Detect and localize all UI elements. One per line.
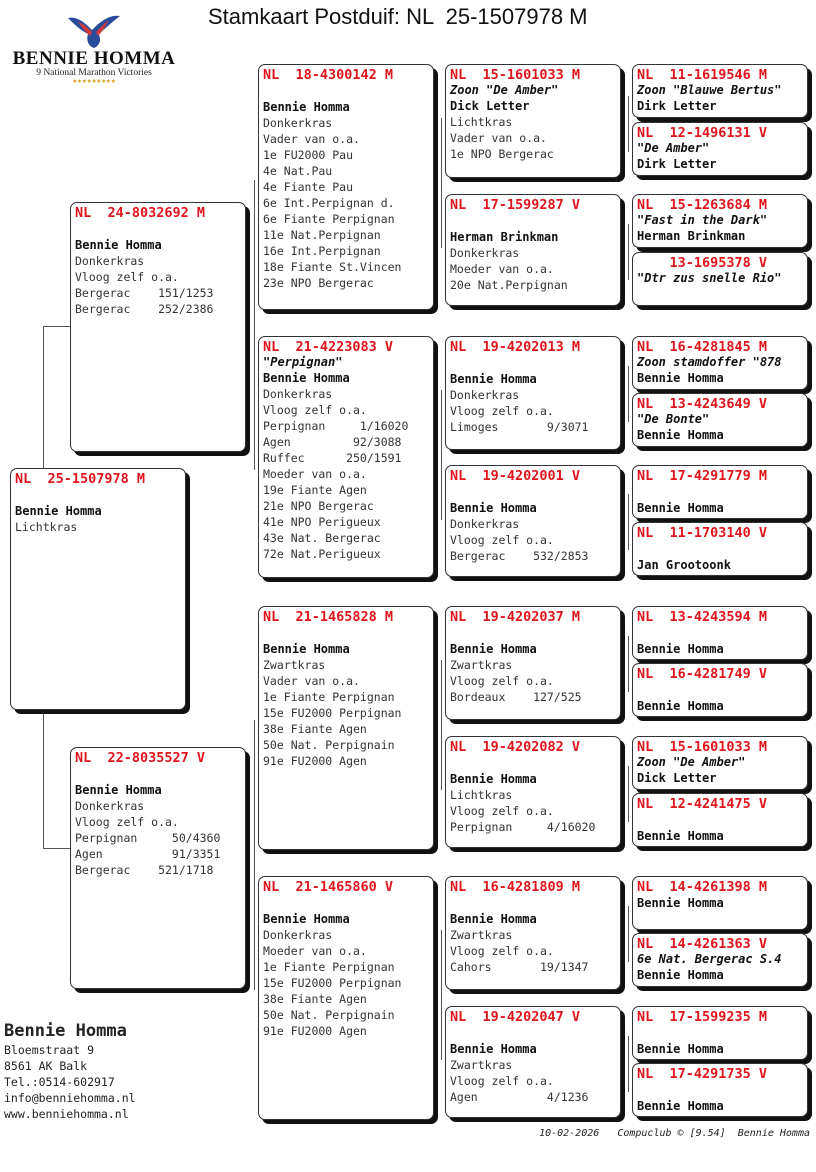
connector xyxy=(628,494,629,550)
pedigree-card-dam[interactable] xyxy=(70,747,246,989)
pigeon-detail: Vloog zelf o.a. xyxy=(450,674,554,688)
ring-number: NL 13-4243649 V xyxy=(637,396,768,412)
owner-info xyxy=(4,1020,136,1122)
logo-subtitle: 9 National Marathon Victories xyxy=(36,68,152,78)
spacer xyxy=(637,812,803,828)
connector xyxy=(628,366,629,422)
pigeon-nickname: Zoon "De Amber" xyxy=(450,83,559,97)
connector xyxy=(441,660,442,790)
pigeon-detail: Vloog zelf o.a. xyxy=(450,533,554,547)
pedigree-card-gggp[interactable] xyxy=(632,1063,808,1117)
pedigree-card-gggp[interactable] xyxy=(632,522,808,576)
owner-name: Bennie Homma xyxy=(4,1021,127,1041)
connector xyxy=(43,326,71,327)
pigeon-detail: 6e Fiante Perpignan xyxy=(263,212,395,226)
connector xyxy=(628,224,629,280)
pigeon-detail: 50e Nat. Perpignain xyxy=(263,738,395,752)
pigeon-detail: Lichtkras xyxy=(15,520,78,534)
breeder-name: Herman Brinkman xyxy=(450,230,559,244)
ring-number: NL 13-4243594 M xyxy=(637,609,768,625)
ring-number: NL 21-1465860 V xyxy=(263,879,394,895)
pedigree-card-gggp[interactable] xyxy=(632,793,808,847)
pigeon-detail: 91e FU2000 Agen xyxy=(263,754,367,768)
breeder-name: Dirk Letter xyxy=(637,99,717,113)
pigeon-detail: Donkerkras xyxy=(75,799,145,813)
footer-credits: 10-02-2026 Compuclub © [9.54] Bennie Homma xyxy=(539,1128,810,1139)
pigeon-detail: Vloog zelf o.a. xyxy=(450,404,554,418)
connector xyxy=(628,636,629,692)
pedigree-card-pigeon[interactable] xyxy=(10,468,186,710)
pigeon-detail: 6e Int.Perpignan d. xyxy=(263,196,395,210)
pedigree-card-gggp[interactable] xyxy=(632,736,808,790)
connector xyxy=(441,390,442,520)
breeder-name: Bennie Homma xyxy=(637,642,724,656)
pedigree-card-gggp[interactable] xyxy=(632,122,808,176)
pigeon-detail: 11e Nat.Perpignan xyxy=(263,228,381,242)
owner-city: 8561 AK Balk xyxy=(4,1059,88,1073)
pigeon-detail: 1e Fiante Perpignan xyxy=(263,690,395,704)
breeder-name: Bennie Homma xyxy=(15,504,102,518)
connector xyxy=(441,118,442,248)
pigeon-nickname: "De Amber" xyxy=(637,141,710,155)
pigeon-detail: Vader van o.a. xyxy=(263,674,360,688)
breeder-name: Bennie Homma xyxy=(450,642,537,656)
ring-number: NL 15-1601033 M xyxy=(637,739,768,755)
breeder-name: Bennie Homma xyxy=(637,501,724,515)
pigeon-detail: 72e Nat.Perigueux xyxy=(263,547,381,561)
pedigree-card-ggp[interactable] xyxy=(445,64,621,178)
pigeon-detail: 38e Fiante Agen xyxy=(263,992,367,1006)
pedigree-card-ggp[interactable] xyxy=(445,876,621,990)
ring-number: NL 16-4281749 V xyxy=(637,666,768,682)
pigeon-detail: Donkerkras xyxy=(263,116,333,130)
logo-brand: BENNIE HOMMA xyxy=(12,48,176,69)
pigeon-detail: Donkerkras xyxy=(75,254,145,268)
breeder-name: Bennie Homma xyxy=(637,896,724,910)
pigeon-detail: 21e NPO Bergerac xyxy=(263,499,374,513)
breeder-name: Bennie Homma xyxy=(450,912,537,926)
pigeon-detail: Moeder van o.a. xyxy=(263,944,367,958)
breeder-name: Bennie Homma xyxy=(450,372,537,386)
spacer xyxy=(450,1025,616,1041)
breeder-name: Bennie Homma xyxy=(637,1099,724,1113)
pedigree-card-ggp[interactable] xyxy=(445,606,621,720)
pigeon-detail: Zwartkras xyxy=(450,928,513,942)
pigeon-detail: 43e Nat. Bergerac xyxy=(263,531,381,545)
pigeon-detail: 20e Nat.Perpignan xyxy=(450,278,568,292)
ring-number: NL 17-4291779 M xyxy=(637,468,768,484)
breeder-name: Bennie Homma xyxy=(263,912,350,926)
pigeon-detail: Agen 4/1236 xyxy=(450,1090,589,1104)
ring-number: NL 12-1496131 V xyxy=(637,125,768,141)
spacer xyxy=(637,541,803,557)
pigeon-detail: 15e FU2000 Perpignan xyxy=(263,976,402,990)
pigeon-detail: Agen 92/3088 xyxy=(263,435,402,449)
ring-number: NL 15-1601033 M xyxy=(450,67,581,83)
pedigree-card-gggp[interactable] xyxy=(632,1006,808,1060)
connector xyxy=(441,930,442,1060)
logo xyxy=(6,12,182,85)
ring-number: NL 19-4202047 V xyxy=(450,1009,581,1025)
ring-number: NL 14-4261363 V xyxy=(637,936,768,952)
pigeon-nickname: "Fast in the Dark" xyxy=(637,213,768,227)
spacer xyxy=(637,1025,803,1041)
pigeon-detail: Perpignan 50/4360 xyxy=(75,831,221,845)
pigeon-detail: Bordeaux 127/525 xyxy=(450,690,582,704)
pigeon-detail: Donkerkras xyxy=(450,246,520,260)
spacer xyxy=(637,1082,803,1098)
page-title: Stamkaart Postduif: NL 25-1507978 M xyxy=(208,4,588,29)
pigeon-detail: Bergerac 532/2853 xyxy=(450,549,589,563)
pigeon-detail: 1e FU2000 Pau xyxy=(263,148,354,162)
pigeon-detail: 23e NPO Bergerac xyxy=(263,276,374,290)
breeder-name: Dick Letter xyxy=(450,99,530,113)
pigeon-detail: 1e NPO Bergerac xyxy=(450,147,554,161)
breeder-name: Jan Grootoonk xyxy=(637,558,731,572)
ring-number: NL 11-1619546 M xyxy=(637,67,768,83)
spacer xyxy=(263,625,429,641)
ring-number: NL 19-4202082 V xyxy=(450,739,581,755)
pigeon-detail: Ruffec 250/1591 xyxy=(263,451,402,465)
spacer xyxy=(450,213,616,229)
pigeon-nickname: 6e Nat. Bergerac S.4 xyxy=(637,952,782,966)
pigeon-detail: Lichtkras xyxy=(450,788,513,802)
ring-number: NL 21-1465828 M xyxy=(263,609,394,625)
connector xyxy=(254,720,255,990)
ring-number: NL 15-1263684 M xyxy=(637,197,768,213)
connector xyxy=(254,180,255,470)
pigeon-nickname: "De Bonte" xyxy=(637,412,710,426)
pigeon-detail: Vader van o.a. xyxy=(450,131,547,145)
breeder-name: Herman Brinkman xyxy=(637,229,746,243)
ring-number: NL 19-4202001 V xyxy=(450,468,581,484)
ring-number: NL 11-1703140 V xyxy=(637,525,768,541)
pigeon-detail: Zwartkras xyxy=(450,658,513,672)
spacer xyxy=(15,487,181,503)
pedigree-card-gggp[interactable] xyxy=(632,663,808,717)
pigeon-detail: 1e Fiante Perpignan xyxy=(263,960,395,974)
pigeon-detail: Zwartkras xyxy=(263,658,326,672)
spacer xyxy=(75,766,241,782)
owner-phone: Tel.:0514-602917 xyxy=(4,1075,115,1089)
breeder-name: Bennie Homma xyxy=(637,1042,724,1056)
connector xyxy=(628,906,629,962)
ring-number: NL 21-4223083 V xyxy=(263,339,394,355)
pigeon-detail: Cahors 19/1347 xyxy=(450,960,589,974)
pedigree-card-gggp[interactable] xyxy=(632,393,808,447)
pedigree-card-gggp[interactable] xyxy=(632,876,808,930)
spacer xyxy=(75,221,241,237)
pigeon-detail: 15e FU2000 Perpignan xyxy=(263,706,402,720)
pedigree-card-sire-dam[interactable] xyxy=(258,336,434,578)
ring-number: NL 16-4281845 M xyxy=(637,339,768,355)
breeder-name: Bennie Homma xyxy=(75,238,162,252)
pigeon-detail: Donkerkras xyxy=(450,517,520,531)
connector xyxy=(43,848,71,849)
pigeon-logo-icon xyxy=(64,12,124,50)
pigeon-detail: Moeder van o.a. xyxy=(450,262,554,276)
pigeon-detail: Zwartkras xyxy=(450,1058,513,1072)
pedigree-card-ggp[interactable] xyxy=(445,1006,621,1118)
breeder-name: Bennie Homma xyxy=(263,371,350,385)
pigeon-detail: 38e Fiante Agen xyxy=(263,722,367,736)
pigeon-detail: Lichtkras xyxy=(450,115,513,129)
pigeon-detail: Perpignan 1/16020 xyxy=(263,419,409,433)
breeder-name: Bennie Homma xyxy=(263,100,350,114)
pedigree-card-gggp[interactable] xyxy=(632,606,808,660)
pedigree-card-dam-sire[interactable] xyxy=(258,606,434,850)
pigeon-detail: Moeder van o.a. xyxy=(263,467,367,481)
pigeon-detail: Vloog zelf o.a. xyxy=(75,815,179,829)
pedigree-card-gggp[interactable] xyxy=(632,336,808,390)
spacer xyxy=(637,484,803,500)
ring-number: 13-1695378 V xyxy=(637,255,768,271)
breeder-name: Bennie Homma xyxy=(450,1042,537,1056)
spacer xyxy=(263,83,429,99)
pigeon-detail: Bergerac 521/1718 xyxy=(75,863,214,877)
spacer xyxy=(450,625,616,641)
pigeon-nickname: Zoon stamdoffer "878 xyxy=(637,355,782,369)
pedigree-card-ggp[interactable] xyxy=(445,336,621,450)
pedigree-card-gggp[interactable] xyxy=(632,194,808,248)
spacer xyxy=(637,625,803,641)
owner-street: Bloemstraat 9 xyxy=(4,1043,95,1057)
ring-number: NL 19-4202037 M xyxy=(450,609,581,625)
breeder-name: Bennie Homma xyxy=(450,772,537,786)
pigeon-detail: 19e Fiante Agen xyxy=(263,483,367,497)
pigeon-detail: Vloog zelf o.a. xyxy=(263,403,367,417)
pigeon-detail: Vloog zelf o.a. xyxy=(75,270,179,284)
ring-number: NL 25-1507978 M xyxy=(15,471,146,487)
breeder-name: Bennie Homma xyxy=(450,501,537,515)
ring-number: NL 24-8032692 M xyxy=(75,205,206,221)
pigeon-detail: Vloog zelf o.a. xyxy=(450,944,554,958)
pedigree-card-gggp[interactable] xyxy=(632,465,808,519)
pedigree-card-sire[interactable] xyxy=(70,202,246,452)
pigeon-detail: Bergerac 151/1253 xyxy=(75,286,214,300)
logo-stars: ★★★★★★★★★ xyxy=(72,76,116,85)
breeder-name: Dirk Letter xyxy=(637,157,717,171)
spacer xyxy=(450,484,616,500)
pigeon-detail: Agen 91/3351 xyxy=(75,847,221,861)
ring-number: NL 22-8035527 V xyxy=(75,750,206,766)
spacer xyxy=(637,682,803,698)
pigeon-detail: Donkerkras xyxy=(263,928,333,942)
pigeon-detail: 91e FU2000 Agen xyxy=(263,1024,367,1038)
ring-number: NL 17-4291735 V xyxy=(637,1066,768,1082)
pigeon-detail: 16e Int.Perpignan xyxy=(263,244,381,258)
pedigree-card-gggp[interactable] xyxy=(632,933,808,987)
pigeon-detail: Perpignan 4/16020 xyxy=(450,820,596,834)
owner-website[interactable]: www.benniehomma.nl xyxy=(4,1107,129,1121)
pigeon-nickname: "Perpignan" xyxy=(263,355,343,369)
pigeon-detail: Vader van o.a. xyxy=(263,132,360,146)
ring-number: NL 12-4241475 V xyxy=(637,796,768,812)
pigeon-detail: Donkerkras xyxy=(263,387,333,401)
spacer xyxy=(263,895,429,911)
connector xyxy=(628,96,629,152)
connector xyxy=(628,766,629,822)
ring-number: NL 19-4202013 M xyxy=(450,339,581,355)
pigeon-detail: Limoges 9/3071 xyxy=(450,420,589,434)
spacer xyxy=(450,755,616,771)
breeder-name: Bennie Homma xyxy=(637,968,724,982)
pigeon-detail: Vloog zelf o.a. xyxy=(450,804,554,818)
pigeon-detail: Bergerac 252/2386 xyxy=(75,302,214,316)
pedigree-card-gggp[interactable] xyxy=(632,64,808,118)
pigeon-detail: 4e Nat.Pau xyxy=(263,164,333,178)
connector xyxy=(628,1036,629,1092)
breeder-name: Bennie Homma xyxy=(637,371,724,385)
breeder-name: Dick Letter xyxy=(637,771,717,785)
pigeon-detail: 18e Fiante St.Vincen xyxy=(263,260,402,274)
ring-number: NL 16-4281809 M xyxy=(450,879,581,895)
ring-number: NL 18-4300142 M xyxy=(263,67,394,83)
ring-number: NL 14-4261398 M xyxy=(637,879,768,895)
pigeon-detail: 50e Nat. Perpignain xyxy=(263,1008,395,1022)
pigeon-nickname: "Dtr zus snelle Rio" xyxy=(637,271,782,285)
breeder-name: Bennie Homma xyxy=(637,428,724,442)
pedigree-card-gggp[interactable] xyxy=(632,252,808,306)
ring-number: NL 17-1599287 V xyxy=(450,197,581,213)
breeder-name: Bennie Homma xyxy=(263,642,350,656)
pigeon-detail: Vloog zelf o.a. xyxy=(450,1074,554,1088)
pedigree-card-ggp[interactable] xyxy=(445,465,621,577)
pedigree-card-ggp[interactable] xyxy=(445,194,621,306)
breeder-name: Bennie Homma xyxy=(75,783,162,797)
breeder-name: Bennie Homma xyxy=(637,829,724,843)
pedigree-card-ggp[interactable] xyxy=(445,736,621,848)
pedigree-card-sire-sire[interactable] xyxy=(258,64,434,310)
spacer xyxy=(450,355,616,371)
pigeon-detail: 4e Fiante Pau xyxy=(263,180,354,194)
spacer xyxy=(450,895,616,911)
ring-number: NL 17-1599235 M xyxy=(637,1009,768,1025)
owner-email[interactable]: info@benniehomma.nl xyxy=(4,1091,136,1105)
pigeon-nickname: Zoon "Blauwe Bertus" xyxy=(637,83,782,97)
pigeon-detail: 41e NPO Perigueux xyxy=(263,515,381,529)
breeder-name: Bennie Homma xyxy=(637,699,724,713)
pedigree-card-dam-dam[interactable] xyxy=(258,876,434,1120)
pigeon-nickname: Zoon "De Amber" xyxy=(637,755,746,769)
pigeon-detail: Donkerkras xyxy=(450,388,520,402)
